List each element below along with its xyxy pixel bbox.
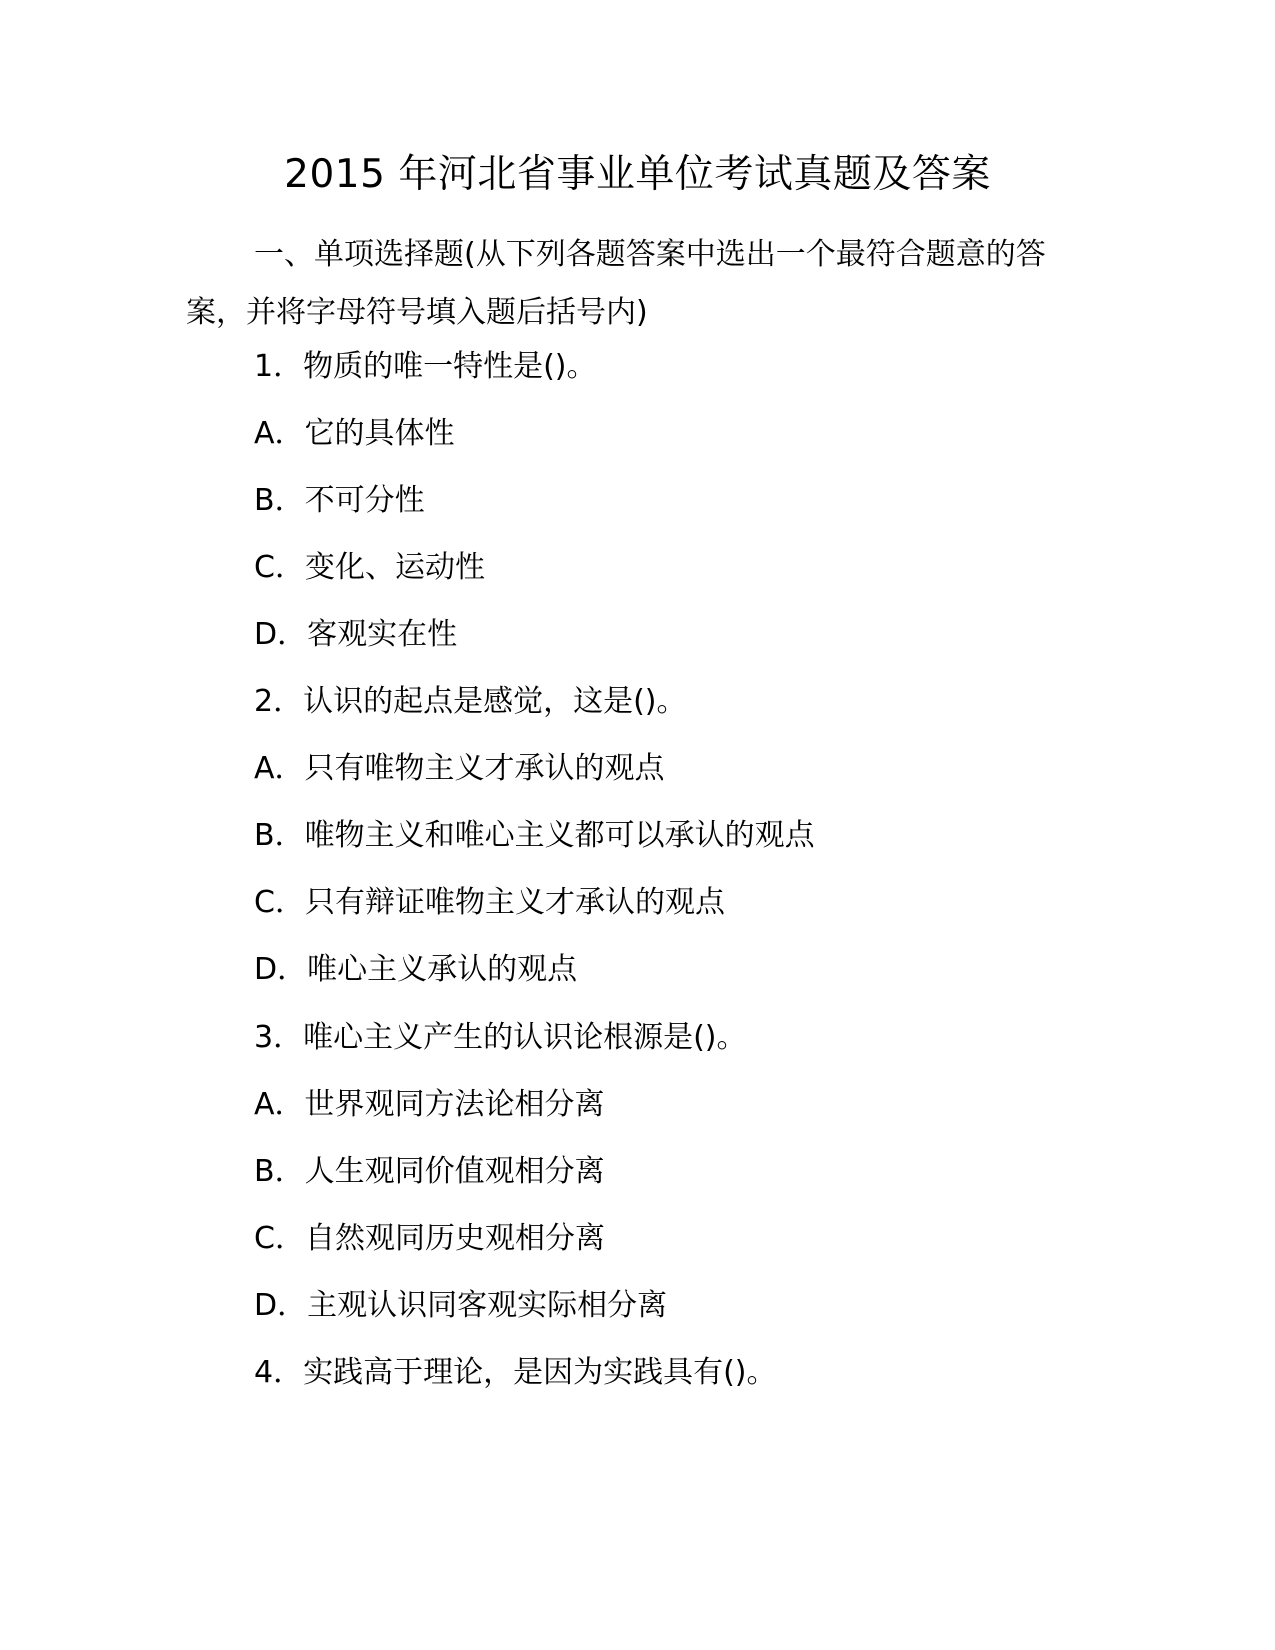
- question-2-option-a: A．只有唯物主义才承认的观点: [254, 751, 665, 786]
- question-3-stem: 3．唯心主义产生的认识论根源是()。: [254, 1020, 747, 1055]
- question-1-option-a: A．它的具体性: [254, 416, 455, 451]
- section-intro: 一、单项选择题(从下列各题答案中选出一个最符合题意的答案，并将字母符号填入题后括号内): [186, 237, 1046, 330]
- question-2-option-b: B．唯物主义和唯心主义都可以承认的观点: [254, 818, 815, 853]
- question-3-option-a: A．世界观同方法论相分离: [254, 1087, 605, 1122]
- question-3-option-c: C．自然观同历史观相分离: [254, 1221, 605, 1256]
- question-1-option-c: C．变化、运动性: [254, 550, 485, 585]
- page-title: 2015 年河北省事业单位考试真题及答案: [284, 152, 991, 197]
- question-1-option-d: D．客观实在性: [254, 617, 458, 652]
- question-4-stem: 4．实践高于理论，是因为实践具有()。: [254, 1355, 777, 1390]
- question-2-stem: 2．认识的起点是感觉，这是()。: [254, 684, 687, 719]
- question-3-option-b: B．人生观同价值观相分离: [254, 1154, 605, 1189]
- question-2-option-c: C．只有辩证唯物主义才承认的观点: [254, 885, 725, 920]
- question-1-option-b: B．不可分性: [254, 483, 425, 518]
- question-2-option-d: D．唯心主义承认的观点: [254, 952, 578, 987]
- question-3-option-d: D．主观认识同客观实际相分离: [254, 1288, 668, 1323]
- question-1-stem: 1．物质的唯一特性是()。: [254, 349, 597, 384]
